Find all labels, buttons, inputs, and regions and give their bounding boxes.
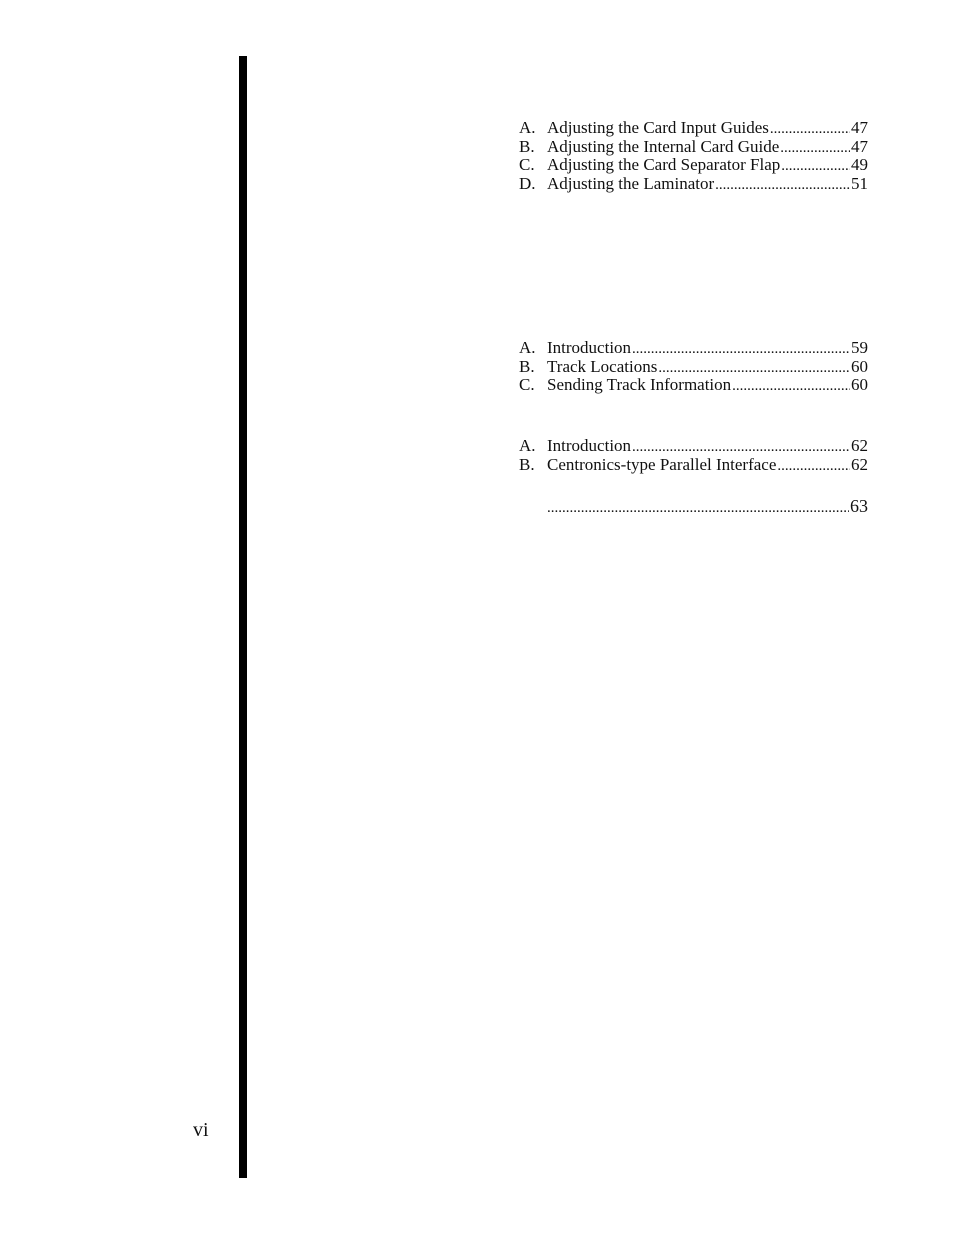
toc-entry[interactable] [519,358,868,377]
toc-section-index [519,497,868,516]
toc-entry-title: Track Locations [547,356,658,376]
toc-entry-letter: B. [519,454,535,474]
toc-entry-page: 60 [851,375,868,395]
toc-entry-title: Adjusting the Card Input Guides [547,118,769,137]
toc-dot-leader [632,438,850,457]
toc-entry-title: Adjusting the Laminator [547,173,715,193]
toc-dot-leader [732,377,850,396]
toc-entry[interactable] [519,376,868,395]
toc-entry-title: Sending Track Information [547,375,732,395]
toc-entry-letter: C. [519,375,535,395]
margin-rule [239,56,247,1178]
toc-entry-letter: A. [519,118,536,137]
toc-dot-leader [777,457,850,476]
toc-entry[interactable] [519,156,868,175]
toc-entry[interactable] [519,339,868,358]
toc-entry-letter: D. [519,173,536,193]
toc-entry-page: 47 [851,118,868,137]
toc-dot-leader [781,157,850,176]
toc-entry-letter: A. [519,338,536,357]
toc-dot-leader [715,176,850,195]
toc-dot-leader [632,340,850,359]
toc-entry-title: Introduction [547,436,632,455]
toc-entry-page: 60 [851,356,868,376]
toc-entry[interactable] [519,175,868,194]
toc-section-adjustments [519,119,868,193]
toc-dot-leader [780,139,850,158]
toc-entry-page: 47 [851,136,868,156]
toc-entry[interactable] [519,456,868,475]
page-number: vi [193,1119,209,1141]
toc-entry-page: 63 [850,496,868,516]
toc-entry[interactable] [519,138,868,157]
toc-entry-page: 51 [851,173,868,193]
toc-entry-page: 49 [851,155,868,175]
toc-section-interface [519,437,868,474]
toc-entry-title: Introduction [547,338,632,357]
toc-entry-letter: C. [519,155,535,175]
toc-entry-title: Adjusting the Internal Card Guide [547,136,780,156]
toc-entry-letter: B. [519,356,535,376]
toc-entry[interactable] [519,497,868,516]
toc-entry[interactable] [519,119,868,138]
toc-entry-title: Centronics-type Parallel Interface [547,454,777,474]
toc-entry-letter: A. [519,436,536,455]
toc-section-magnetic-encoding [519,339,868,395]
toc-entry-letter: B. [519,136,535,156]
toc-entry-title: Adjusting the Card Separator Flap [547,155,781,175]
toc-entry-page: 59 [851,338,868,357]
toc-entry-page: 62 [851,436,868,455]
toc-entry[interactable] [519,437,868,456]
toc-dot-leader [547,499,849,518]
toc-entry-page: 62 [851,454,868,474]
toc-dot-leader [770,120,850,139]
